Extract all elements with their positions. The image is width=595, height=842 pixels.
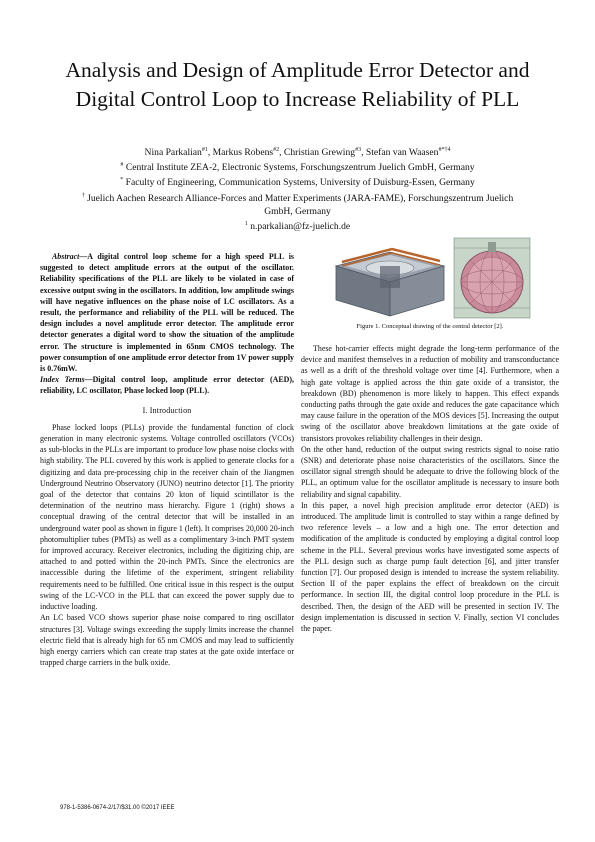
right-column <box>301 343 559 634</box>
title-line-1: Analysis and Design of Amplitude Error Detector and <box>65 58 530 82</box>
affiliation-3: † Juelich Aachen Research Alliance-Forces and Matter Experiments (JARA-FAME), Forschungszentrum Juelich <box>81 192 514 204</box>
section-heading-introduction: I. Introduction <box>142 405 192 415</box>
author-email: $^1$ n.parkalian@fz-juelich.de <box>244 220 351 232</box>
intro-paragraph-5: In this paper, a novel high precision amplitude error detector (AED) is introduced. The amplitude limit is controlled to stay within a range defined by two reference levels – a low and a high one. The error detection and modification of the amplitude is conducted by employing a digital control loop scheme in the PLL. Several previous works have investigated some aspects of the PLL design such as charge pump fault detection [6], and jitter transfer function [7]. Our proposed design is intended to increase the system reliability. Section II of the paper explains the effect of breakdown on the circuit performance. In section III, the digital control loop procedure in the PLL is described. Then, the design of the AED will be presented in section IV. The design implementation is discussed in section V. Finally, section VI concludes the paper. <box>301 500 559 634</box>
author-2: Markus Robens <box>212 147 274 159</box>
affiliation-3-cont: GmbH, Germany <box>264 205 331 217</box>
author-3-mark: #3 <box>355 147 362 153</box>
abstract-label: Abstract <box>52 252 80 261</box>
author-names: Nina Parkalian$^{\#1}$, Markus Robens$^{\#2}$, Christian Grewing$^{\#3}$, Stefan van Waasen$^{\#*\dagger 4}$ <box>144 147 451 159</box>
author-2-mark: #2 <box>273 147 280 153</box>
left-column <box>40 251 294 668</box>
figure-1-caption: Figure 1. Conceptual drawing of the central detector [2]. <box>356 323 504 330</box>
author-4-mark: #*†4 <box>438 147 451 153</box>
affiliation-2: * Faculty of Engineering, Communication Systems, University of Duisburg-Essen, Germany <box>120 177 475 189</box>
paper-title <box>0 56 595 114</box>
author-1: Nina Parkalian <box>144 147 202 159</box>
abstract-text: —A digital control loop scheme for a high speed PLL is suggested to detect amplitude errors at the output of the oscillator. Reliability specifications of the PLL are likely to be violated in case of excessive output swing in the oscillators. In addition, low amplitude swings will have negative influences on the phase noise of LC oscillators. As a result, the performance and reliability of the PLL will be reduced. The design includes a novel amplitude error detector. The amplitude error detector generates a digital word to show the situation of the amplitude error. The structure is implemented in 65nm CMOS technology. The power consumption of one amplitude error detector from 1V power supply is 0.76mW. <box>40 252 294 374</box>
author-4: Stefan van Waasen <box>365 147 439 159</box>
author-block <box>40 144 555 233</box>
copyright-footer: 978-1-5386-0674-2/17/$31.00 ©2017 IEEE <box>60 805 175 811</box>
intro-paragraph-1: Phase locked loops (PLLs) provide the fundamental function of clock generation in many electronic systems. Voltage controlled oscillators (VCOs) as sub-blocks in the PLLs are important to produce low phase noise clocks with high stability. The PLL covered by this work is applied to generate clocks for a digitizing and data pre-processing chip in the receiver chain of the Jiangmen Underground Neutrino Observatory (JUNO) neutrino detector [1]. The priority goal of the detector that contains 20 kton of liquid scintillator is the determination of the neutrino mass hierarchy. Figure 1 (right) shows a conceptual drawing of the central detector that will be installed in an underground water pool as shown in figure 1 (left). It comprises 20,000 20-inch photomultiplier tubes (PMTs) as well as a complimentary 3-inch PMT system for improved accuracy. Receiver electronics, including the digitizing chip, are attached to and potted within the 20-inch PMTs. Since the electronics are inaccessible during the lifetime of the experiment, stringent reliability requirements need to be fulfilled. One critical issue in this respect is the output swing of the LC-VCO in the PLL that can exceed the power supply due to inductive loading. <box>40 422 294 612</box>
email-link[interactable]: n.parkalian@fz-juelich.de <box>250 220 351 232</box>
title-line-2: Digital Control Loop to Increase Reliability of PLL <box>75 87 520 111</box>
index-terms-label: Index Terms <box>40 375 85 385</box>
intro-paragraph-4: On the other hand, reduction of the output swing restricts signal to noise ratio (SNR) and deteriorate phase noise characteristics of the oscillators. Since the oscillator signal strength should be adequate to drive the following block of the PLL, an optimum value for the oscillator amplitude is necessary to insure both reliability and signal capability. <box>301 444 559 499</box>
affiliation-1: # Central Institute ZEA-2, Electronic Systems, Forschungszentrum Juelich GmbH, Germany <box>120 162 475 174</box>
index-terms-text: —Digital control loop, amplitude error detector (AED), reliability, LC oscillator, Phase locked loop (PLL). <box>40 375 294 396</box>
author-1-mark: #1 <box>201 147 208 153</box>
figure-1-image <box>332 236 532 320</box>
index-terms <box>40 374 294 396</box>
central-detector-drawing <box>454 238 530 318</box>
intro-paragraph-3: These hot-carrier effects might degrade the long-term performance of the device and manifest themselves in a reduction of mobility and transconductance as well as a drift of the threshold voltage over time [4]. Furthermore, when a high gate voltage is applied across the thin gate oxide of a transistor, the breakdown (BD) phenomenon is more likely to happen. This effect expands conducting paths through the gate oxide and reduces the gate capacitance which may cause failure in the operation of the MOS devices [5]. Increasing the output swing of the oscillator above breakdown limitations at the gate oxide of transistors provokes reliability challenges in their design. <box>301 344 559 443</box>
author-3: Christian Grewing <box>283 147 356 159</box>
intro-paragraph-2: An LC based VCO shows superior phase noise compared to ring oscillator structures [3]. Voltage swings exceeding the supply limits increase the channel electric field that is already high for 65 nm CMOS and may lead to sufficiently high energy carriers which can create trap states at the gate oxide interface or trapped charge carriers in the bulk oxide. <box>40 613 294 668</box>
abstract <box>40 251 294 374</box>
